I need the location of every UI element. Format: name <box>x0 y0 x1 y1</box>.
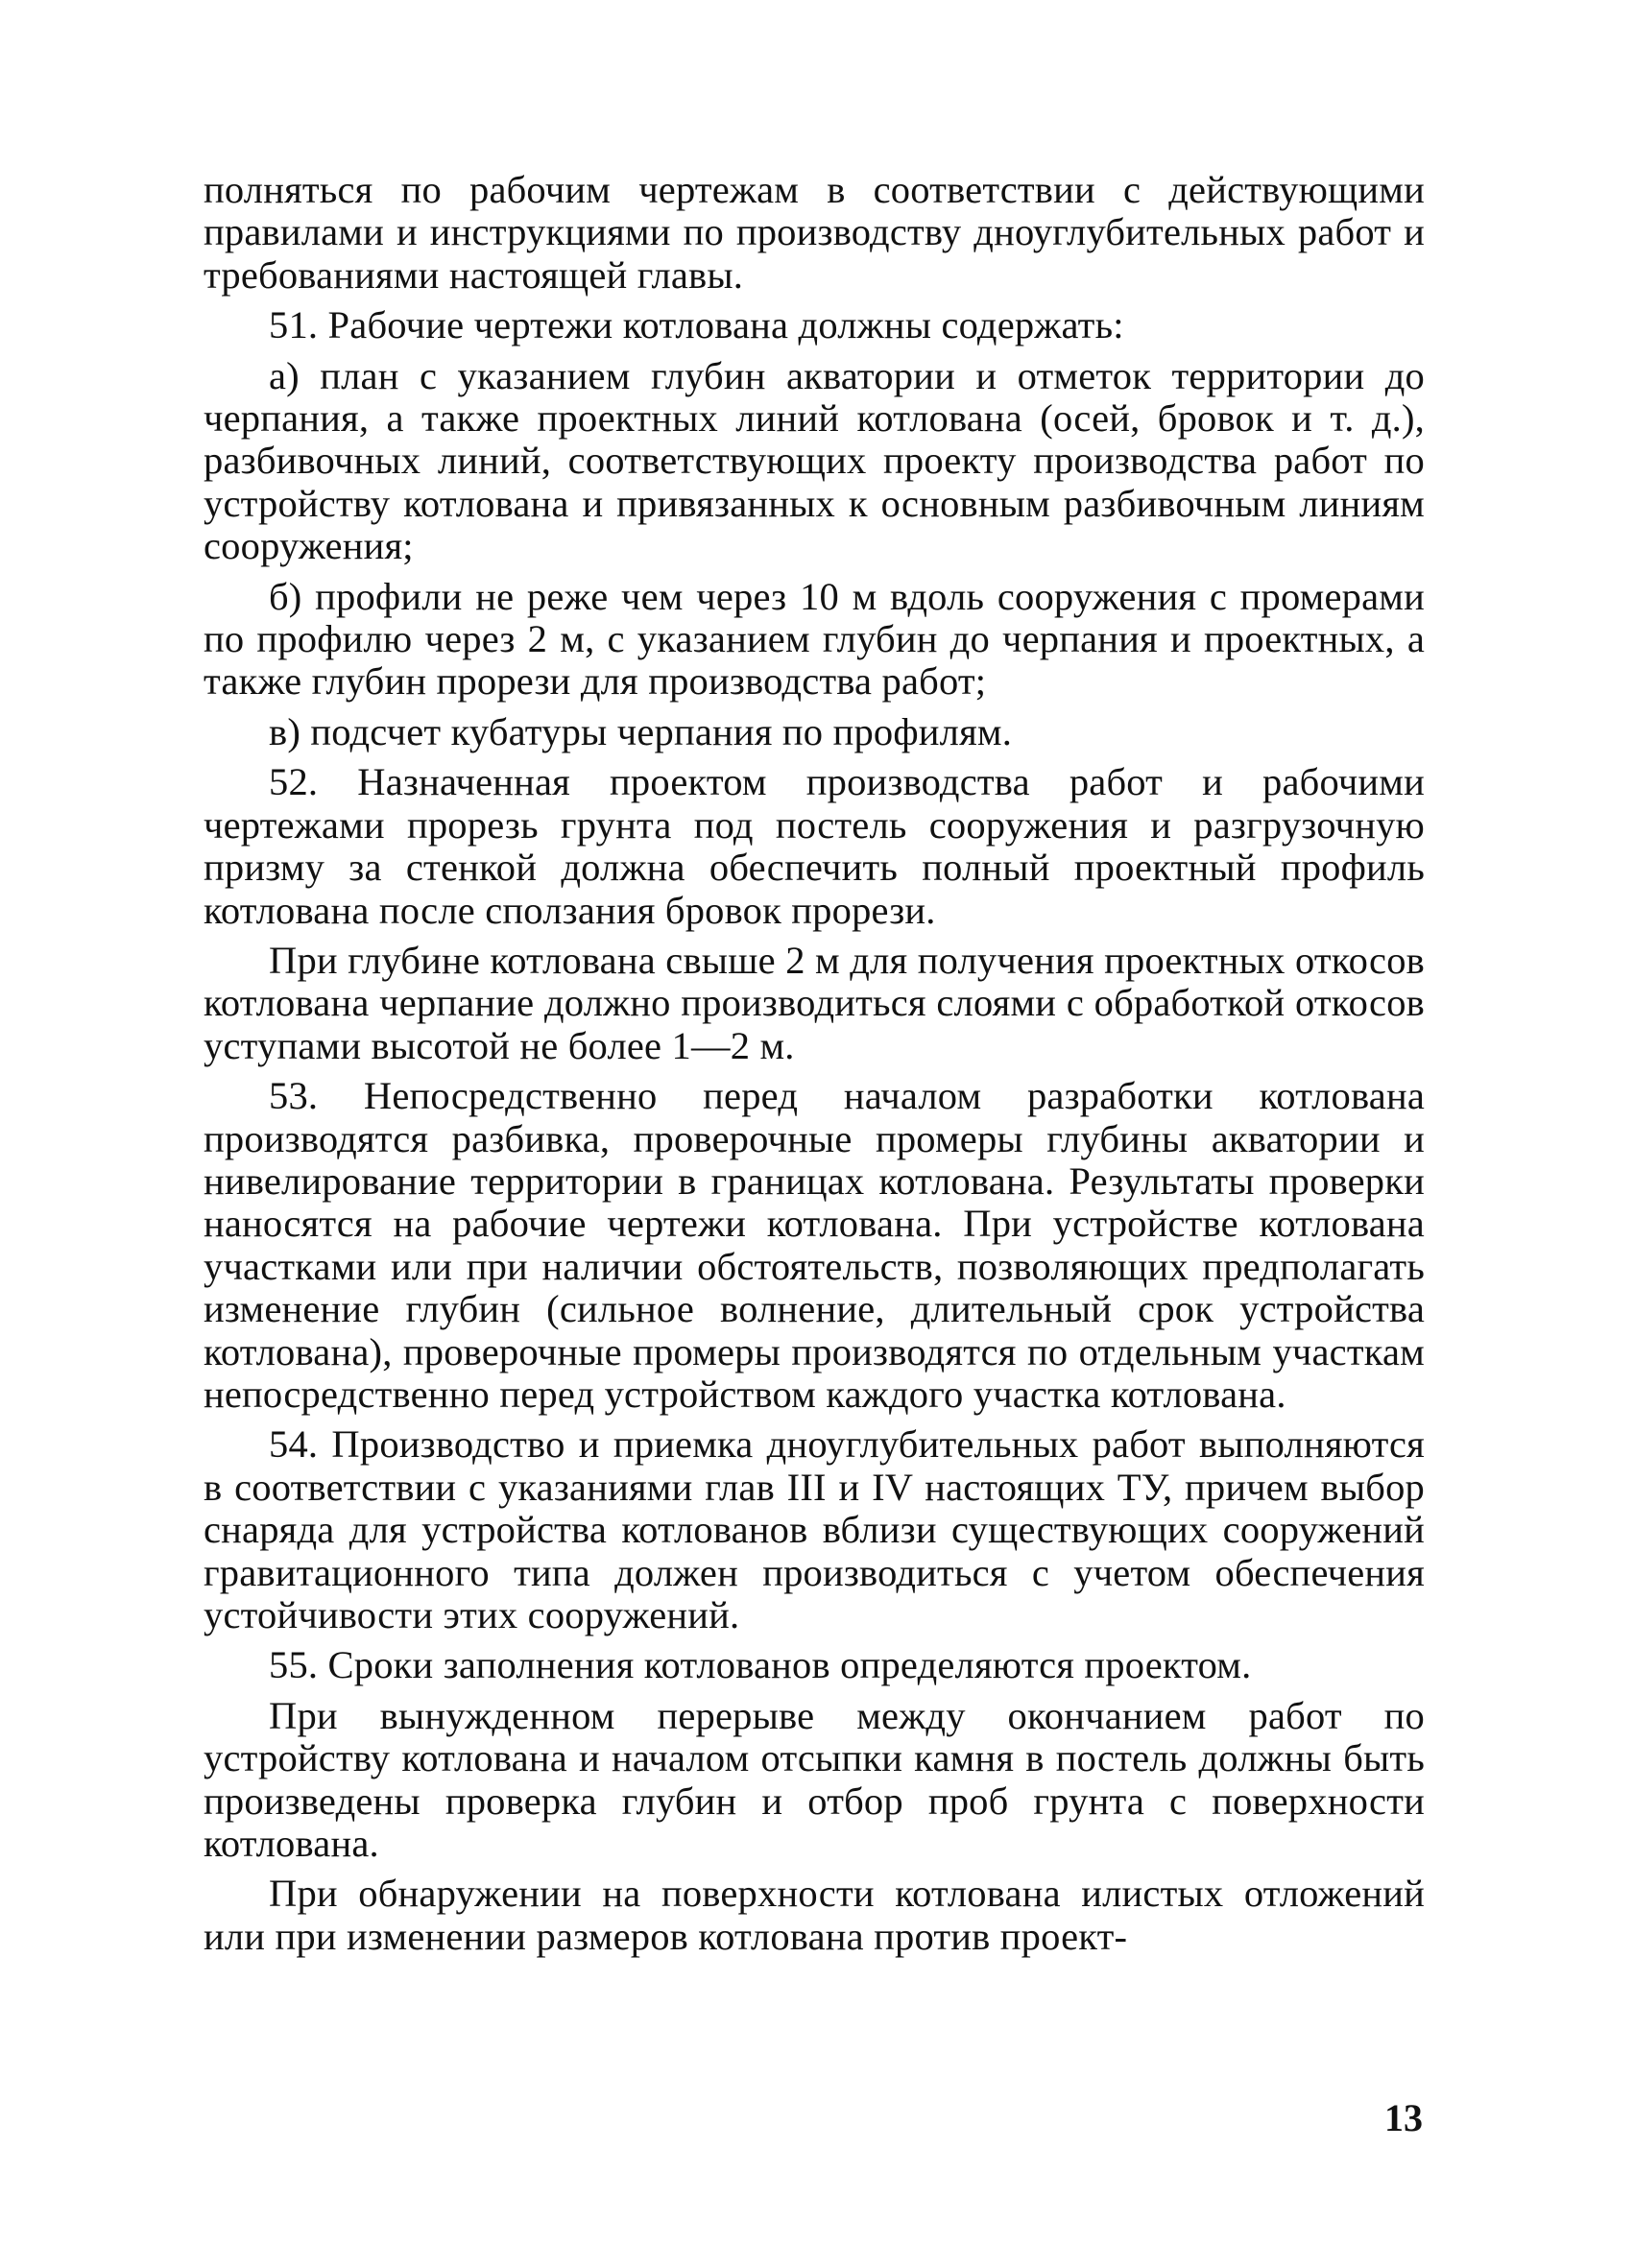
page-number: 13 <box>1384 2096 1423 2139</box>
paragraph-54: 54. Производство и приемка дноуглубительных работ выполняются в соответствии с указаниями глав III и IV настоящих ТУ, причем выбор снаряда для устройства котлованов вблизи существующих сооружений гравитационного типа должен производиться с учетом обеспечения устойчивости этих сооружений. <box>204 1422 1425 1636</box>
paragraph-52-depth: При глубине котлована свыше 2 м для получения проектных откосов котлована черпание должно производиться слоями с обработкой откосов уступами высотой не более 1—2 м. <box>204 938 1425 1067</box>
paragraph-51-a: а) план с указанием глубин акватории и отметок территории до черпания, а также проектных линий котлована (осей, бровок и т. д.), разбивочных линий, соответствующих проекту производства работ по устройству котлована и привязанных к основным разбивочным линиям сооружения; <box>204 353 1425 568</box>
paragraph-52: 52. Назначенная проектом производства работ и рабочими чертежами прорезь грунта под постель сооружения и разгрузочную призму за стенкой должна обеспечить полный проектный профиль котлована после сползания бровок прорези. <box>204 760 1425 932</box>
paragraph-53: 53. Непосредственно перед началом разработки котлована производятся разбивка, проверочные промеры глубины акватории и нивелирование территории в границах котлована. Результаты проверки наносятся на рабочие чертежи котлована. При устройстве котлована участками или при наличии обстоятельств, позволяющих предполагать изменение глубин (сильное волнение, длительный срок устройства котлована), проверочные промеры производятся по отдельным участкам непосредственно перед устройством каждого участка котлована. <box>204 1074 1425 1416</box>
body-text <box>204 169 1425 1966</box>
paragraph-51: 51. Рабочие чертежи котлована должны содержать: <box>269 303 1124 347</box>
paragraph-51-c: в) подсчет кубатуры черпания по профилям. <box>269 709 1013 753</box>
paragraph-55-break: При вынужденном перерыве между окончанием работ по устройству котлована и началом отсыпки камня в постель должны быть произведены проверка глубин и отбор проб грунта с поверхности котлована. <box>204 1693 1425 1866</box>
paragraph-51-b: б) профили не реже чем через 10 м вдоль сооружения с промерами по профилю через 2 м, с указанием глубин до черпания и проектных, а также глубин прорези для производства работ; <box>204 574 1425 704</box>
paragraph-55: 55. Сроки заполнения котлованов определяются проектом. <box>269 1643 1252 1687</box>
paragraph-55-silt: При обнаружении на поверхности котлована илистых отложений или при изменении размеров котлована против проект- <box>204 1872 1425 1958</box>
paragraph-continuation: полняться по рабочим чертежам в соответствии с действующими правилами и инструкциями по производству дноуглубительных работ и требованиями настоящей главы. <box>204 168 1425 297</box>
